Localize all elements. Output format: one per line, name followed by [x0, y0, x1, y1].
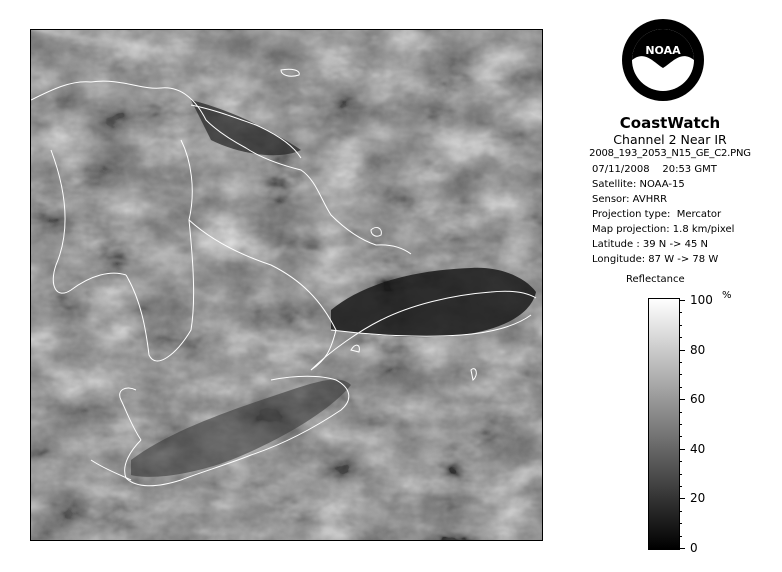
- colorbar-minor-tick: [679, 424, 682, 425]
- sensor-label: Sensor: AVHRR: [592, 194, 668, 205]
- filename-label: 2008_193_2053_N15_GE_C2.PNG: [589, 148, 751, 159]
- colorbar-tick-label: 40: [690, 441, 706, 456]
- colorbar-tick-label: 80: [690, 342, 706, 357]
- legend-title: Reflectance: [626, 274, 685, 285]
- colorbar-tick-label: 0: [690, 541, 698, 555]
- colorbar-tick: [679, 548, 685, 549]
- legend-unit: %: [722, 290, 732, 301]
- reflectance-colorbar: [648, 298, 680, 550]
- projection-type-label: Projection type: Mercator: [592, 209, 722, 220]
- latitude-label: Latitude : 39 N -> 45 N: [592, 239, 708, 250]
- colorbar-minor-tick: [679, 511, 682, 512]
- colorbar-minor-tick: [679, 337, 682, 338]
- satellite-image: [30, 29, 543, 541]
- colorbar-minor-tick: [679, 312, 682, 313]
- colorbar-minor-tick: [679, 412, 682, 413]
- colorbar-minor-tick: [679, 325, 682, 326]
- product-title: CoastWatch: [619, 114, 721, 132]
- colorbar-tick-label: 20: [690, 491, 706, 506]
- longitude-label: Longitude: 87 W -> 78 W: [592, 254, 719, 265]
- colorbar-tick: [679, 300, 685, 301]
- colorbar-minor-tick: [679, 362, 682, 363]
- colorbar-tick-label: 60: [690, 392, 706, 407]
- colorbar-minor-tick: [679, 461, 682, 462]
- colorbar-tick: [679, 498, 685, 499]
- channel-label: Channel 2 Near IR: [613, 132, 727, 147]
- colorbar-minor-tick: [679, 387, 682, 388]
- colorbar-tick-label: 100: [690, 293, 713, 307]
- colorbar-tick: [679, 350, 685, 351]
- logo-text: NOAA: [645, 44, 681, 57]
- colorbar-minor-tick: [679, 374, 682, 375]
- map-projection-label: Map projection: 1.8 km/pixel: [592, 224, 735, 235]
- colorbar-minor-tick: [679, 474, 682, 475]
- colorbar-tick: [679, 399, 685, 400]
- datetime-label: 07/11/2008 20:53 GMT: [592, 164, 717, 175]
- colorbar-tick: [679, 449, 685, 450]
- map-svg: [31, 30, 542, 540]
- colorbar-minor-tick: [679, 486, 682, 487]
- colorbar-minor-tick: [679, 436, 682, 437]
- noaa-logo: [621, 18, 705, 102]
- satellite-label: Satellite: NOAA-15: [592, 179, 685, 190]
- colorbar-minor-tick: [679, 523, 682, 524]
- colorbar-minor-tick: [679, 536, 682, 537]
